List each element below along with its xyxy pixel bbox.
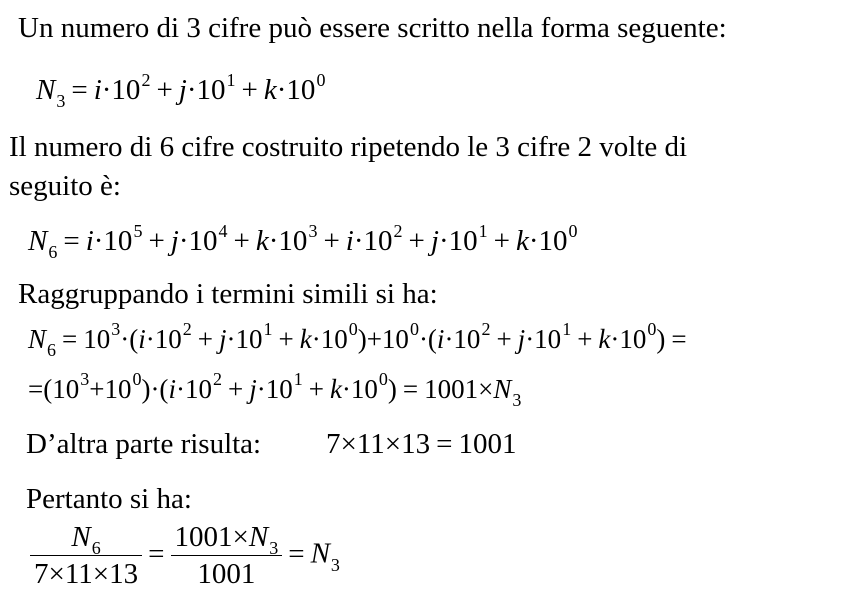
fraction-left: $\frac{N_6}{7\times 11\times 13}$: [30, 523, 142, 589]
final-formula: $\frac{N_6}{7\times 11\times 13}$ = $\frac{1001\times N_3}{1001}$ = $N_3$: [30, 523, 340, 589]
sentence-six-digit-line1: Il numero di 6 cifre costruito ripetendo le 3 cifre 2 volte di: [9, 131, 688, 163]
intro-text: Un numero di 3 cifre può essere scritto nella forma seguente:: [18, 12, 727, 44]
formula-n3: $N_3 = i\cdot 10^2 + j\cdot 10^1 + k\cdot 10^0$: [36, 70, 326, 111]
formula-grouped: $N_6 = 10^3\cdot(i\cdot 10^2 + j\cdot 10^1 + k\cdot 10^0)+10^0\cdot(i\cdot 10^2 + j\cdot 10^1 + k\cdot 10^0)$ =: [28, 319, 687, 360]
therefore-text: Pertanto si ha:: [26, 483, 192, 515]
formula-factored: $=(10^3+10^0)\cdot(i\cdot 10^2 + j\cdot 10^1 + k\cdot 10^0) = 1001\times N_3$: [28, 369, 522, 410]
sentence-six-digit-line2: seguito è:: [9, 170, 121, 202]
fraction-middle: $\frac{1001\times N_3}{1001}$: [171, 523, 283, 589]
grouping-text: Raggruppando i termini simili si ha:: [18, 278, 438, 310]
product-formula: 7×11×13 = 1001: [326, 428, 517, 460]
value-1001: 1001: [424, 374, 479, 404]
other-side-text: D’altra parte risulta:: [26, 428, 262, 460]
formula-n6: $N_6 = i\cdot 10^5 + j\cdot 10^4 + k\cdot 10^3 + i\cdot 10^2 + j\cdot 10^1 + k\cdot 10^0$: [28, 221, 578, 262]
